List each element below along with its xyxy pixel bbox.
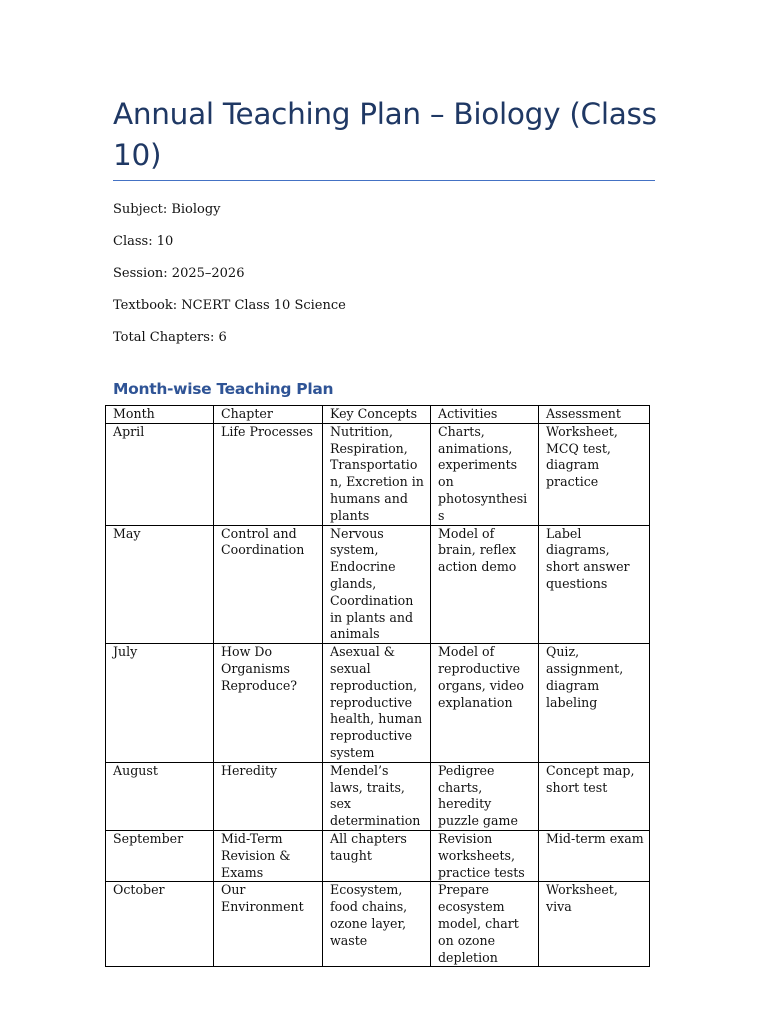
title-underline xyxy=(113,180,655,181)
teaching-plan-table xyxy=(105,405,650,967)
table-row xyxy=(106,525,650,644)
header-assessment: Assessment xyxy=(539,406,650,424)
cell-activities: Pedigree charts, heredity puzzle game xyxy=(431,762,539,830)
meta-total-chapters: Total Chapters: 6 xyxy=(113,330,227,345)
meta-subject: Subject: Biology xyxy=(113,202,221,217)
cell-chapter: Heredity xyxy=(214,762,323,830)
cell-key-concepts: All chapters taught xyxy=(323,830,431,881)
cell-month: September xyxy=(106,830,214,881)
cell-key-concepts: Nutrition, Respiration, Transportation, Excretion in humans and plants xyxy=(323,423,431,525)
table-row xyxy=(106,762,650,830)
table-row xyxy=(106,423,650,525)
table-row xyxy=(106,830,650,881)
table-row xyxy=(106,644,650,763)
document-title: Annual Teaching Plan – Biology (Class 10) xyxy=(113,97,657,172)
table-row xyxy=(106,882,650,967)
cell-assessment: Mid-term exam xyxy=(539,830,650,881)
section-heading: Month-wise Teaching Plan xyxy=(113,380,334,398)
cell-assessment: Worksheet, MCQ test, diagram practice xyxy=(539,423,650,525)
cell-chapter: How Do Organisms Reproduce? xyxy=(214,644,323,763)
cell-key-concepts: Nervous system, Endocrine glands, Coordination in plants and animals xyxy=(323,525,431,644)
cell-activities: Model of brain, reflex action demo xyxy=(431,525,539,644)
cell-chapter: Our Environment xyxy=(214,882,323,967)
cell-month: October xyxy=(106,882,214,967)
cell-assessment: Concept map, short test xyxy=(539,762,650,830)
meta-class: Class: 10 xyxy=(113,234,174,249)
cell-key-concepts: Mendel’s laws, traits, sex determination xyxy=(323,762,431,830)
cell-key-concepts: Asexual & sexual reproduction, reproductive health, human reproductive system xyxy=(323,644,431,763)
cell-activities: Charts, animations, experiments on photosynthesis xyxy=(431,423,539,525)
cell-key-concepts: Ecosystem, food chains, ozone layer, waste xyxy=(323,882,431,967)
table-header-row xyxy=(106,406,650,424)
meta-textbook: Textbook: NCERT Class 10 Science xyxy=(113,298,346,313)
cell-assessment: Label diagrams, short answer questions xyxy=(539,525,650,644)
header-chapter: Chapter xyxy=(214,406,323,424)
cell-month: April xyxy=(106,423,214,525)
cell-chapter: Mid-Term Revision & Exams xyxy=(214,830,323,881)
header-key-concepts: Key Concepts xyxy=(323,406,431,424)
cell-assessment: Worksheet, viva xyxy=(539,882,650,967)
cell-activities: Prepare ecosystem model, chart on ozone depletion xyxy=(431,882,539,967)
cell-assessment: Quiz, assignment, diagram labeling xyxy=(539,644,650,763)
cell-activities: Model of reproductive organs, video explanation xyxy=(431,644,539,763)
header-month: Month xyxy=(106,406,214,424)
cell-chapter: Control and Coordination xyxy=(214,525,323,644)
cell-chapter: Life Processes xyxy=(214,423,323,525)
cell-month: July xyxy=(106,644,214,763)
cell-activities: Revision worksheets, practice tests xyxy=(431,830,539,881)
header-activities: Activities xyxy=(431,406,539,424)
cell-month: August xyxy=(106,762,214,830)
meta-session: Session: 2025–2026 xyxy=(113,266,245,281)
cell-month: May xyxy=(106,525,214,644)
